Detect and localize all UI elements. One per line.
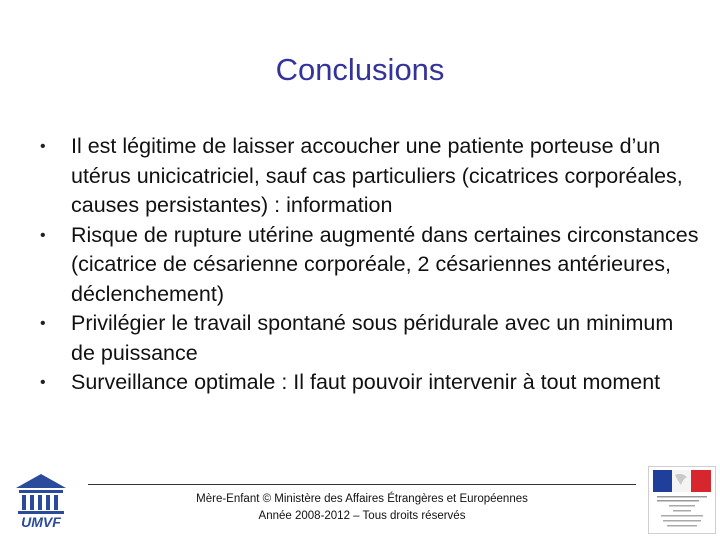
bullet-item [40, 309, 700, 368]
bullet-text: Privilégier le travail spontané sous péridurale avec un minimum de puissance [71, 311, 674, 365]
bullet-dot-icon: • [40, 138, 46, 155]
bullet-item [40, 221, 700, 310]
bullet-text: Surveillance optimale : Il faut pouvoir intervenir à tout moment [71, 370, 661, 394]
bullet-list [40, 132, 700, 398]
footer-copyright: Mère-Enfant © Ministère des Affaires Étrangères et Européennes [196, 493, 528, 505]
bullet-dot-icon: • [40, 374, 46, 391]
footer [88, 491, 636, 525]
umvf-logo-text: UMVF [21, 514, 61, 530]
footer-years: Année 2008-2012 – Tous droits réservés [258, 510, 466, 522]
bullet-item [40, 132, 700, 221]
french-flag-icon [649, 467, 715, 533]
bullet-dot-icon: • [40, 226, 46, 244]
footer-divider [88, 484, 636, 485]
bullet-text: Il est légitime de laisser accoucher une patiente porteuse d’un utérus unicicatriciel, sauf cas particuliers (cicatrices corporéales, causes persistantes) : information [71, 134, 683, 217]
bullet-item [40, 368, 700, 398]
umvf-logo [12, 472, 70, 530]
bullet-text: Risque de rupture utérine augmenté dans certaines circonstances (cicatrice de césarienne corporéale, 2 césariennes antérieures, déclenchement) [71, 222, 699, 306]
slide-title: Conclusions [275, 52, 445, 87]
bullet-dot-icon: • [40, 315, 46, 332]
ministry-logo [648, 466, 716, 534]
